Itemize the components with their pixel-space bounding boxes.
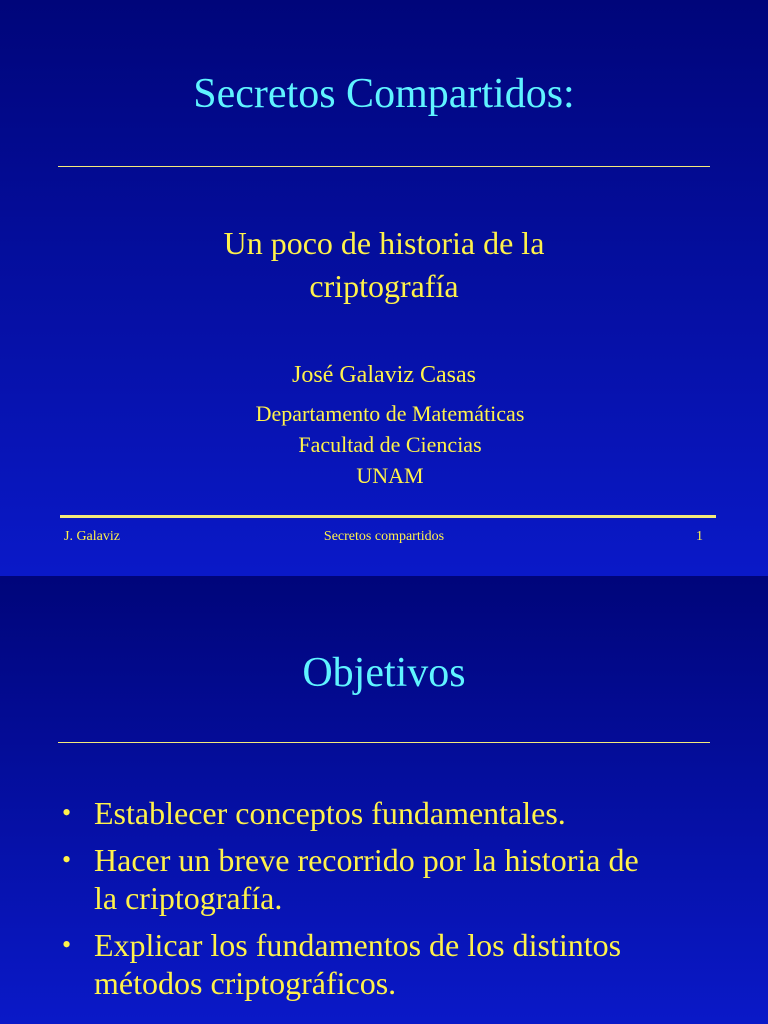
list-item bbox=[62, 926, 722, 1002]
bullet-icon: • bbox=[62, 845, 72, 874]
affiliation-line: Facultad de Ciencias bbox=[298, 432, 482, 457]
footer-divider bbox=[60, 515, 716, 518]
slide-title: Secretos Compartidos: bbox=[193, 71, 575, 117]
title-divider bbox=[58, 742, 710, 743]
footer-title: Secretos compartidos bbox=[323, 529, 445, 544]
bullet-text: métodos criptográficos. bbox=[94, 965, 397, 1001]
title-divider bbox=[58, 166, 710, 167]
objectives-slide bbox=[0, 576, 768, 1024]
slide-title: Objetivos bbox=[302, 650, 466, 696]
bullet-text: Explicar los fundamentos de los distintos bbox=[94, 927, 622, 963]
subtitle-line: criptografía bbox=[309, 268, 459, 304]
bullet-text: Establecer conceptos fundamentales. bbox=[94, 795, 566, 831]
affiliation-line: UNAM bbox=[356, 463, 424, 488]
affiliation bbox=[0, 398, 768, 491]
footer-author: J. Galaviz bbox=[64, 529, 120, 544]
bullet-icon: • bbox=[62, 930, 72, 959]
author-name: José Galaviz Casas bbox=[292, 362, 476, 388]
slide-subtitle bbox=[0, 222, 768, 308]
footer-page-number: 1 bbox=[696, 529, 703, 544]
bullet-list bbox=[62, 794, 722, 1011]
affiliation-line: Departamento de Matemáticas bbox=[255, 401, 525, 426]
list-item bbox=[62, 794, 722, 832]
bullet-text: la criptografía. bbox=[94, 880, 283, 916]
bullet-text: Hacer un breve recorrido por la historia de bbox=[94, 842, 639, 878]
bullet-icon: • bbox=[62, 798, 72, 827]
list-item bbox=[62, 841, 722, 917]
subtitle-line: Un poco de historia de la bbox=[223, 225, 545, 261]
